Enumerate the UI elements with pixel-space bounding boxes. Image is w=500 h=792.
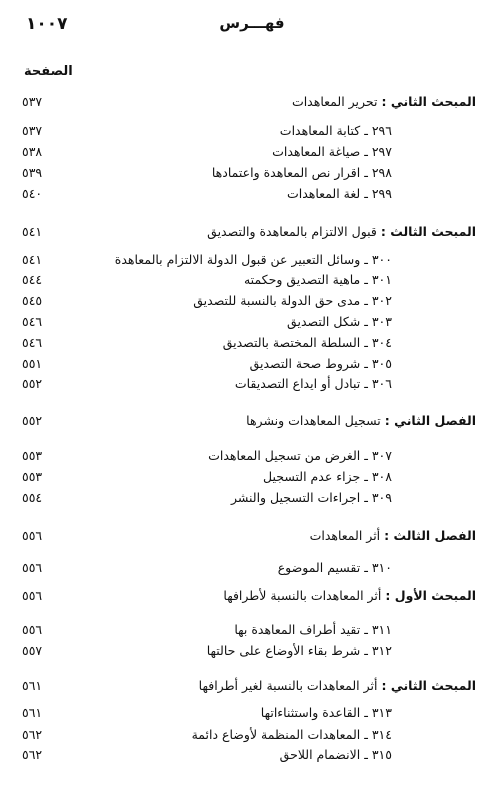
entry-title: ٣٠٧ ـ الغرض من تسجيل المعاهدات [208,448,392,463]
entry-title: ٣٠١ ـ ماهية التصديق وحكمته [243,272,392,287]
entry-page-number: ٥٦٢ [22,727,43,742]
index-entry-row [22,142,476,162]
entry-page-number: ٥٥٣ [22,469,43,484]
page-header [26,14,478,42]
index-entry-row [22,558,476,578]
index-entry-row [22,745,476,765]
index-entry-row [22,354,476,374]
index-entry-row [22,184,476,204]
index-entry-row [22,703,476,723]
entry-page-number: ٥٥٦ [22,528,43,543]
entry-title [310,526,476,546]
section-label: المبحث الثالث : [380,224,476,239]
entry-title: ٣٠٥ ـ شروط صحة التصديق [249,356,392,371]
entry-title: ٢٩٨ ـ اقرار نص المعاهدة واعتمادها [211,165,392,180]
page-number: ١٠٠٧ [26,14,68,34]
section-label: المبحث الثاني : [381,678,476,693]
entry-page-number: ٥٥٣ [22,448,43,463]
section-heading-row [22,411,476,431]
section-label: الفصل الثاني : [384,413,476,428]
entry-page-number: ٥٤٠ [22,186,43,201]
entry-page-number: ٥٥٤ [22,490,43,505]
index-entry-row [22,488,476,508]
index-entry-row [22,250,476,270]
entry-title [292,92,476,112]
section-title: أثر المعاهدات بالنسبة لأطرافها [223,588,382,603]
index-entry-row [22,374,476,394]
entry-page-number: ٥٥٦ [22,588,43,603]
entry-title: ٣٠٦ ـ تبادل أو ايداع التصديقات [234,376,392,391]
entry-page-number: ٥٤٥ [22,293,43,308]
section-label: المبحث الأول : [385,588,476,603]
entry-title: ٣٠٣ ـ شكل التصديق [287,314,392,329]
section-heading-row [22,586,476,606]
section-label: الفصل الثالث : [384,528,476,543]
entry-title [246,411,476,431]
index-entry-row [22,446,476,466]
entry-page-number: ٥٥١ [22,356,43,371]
entry-page-number: ٥٥٦ [22,560,43,575]
entry-title: ٣٠٩ ـ اجراءات التسجيل والنشر [230,490,392,505]
entry-page-number: ٥٤٤ [22,272,43,287]
entry-title: ٢٩٩ ـ لغة المعاهدات [286,186,392,201]
entry-page-number: ٥٥٦ [22,622,43,637]
section-title: قبول الالتزام بالمعاهدة والتصديق [207,224,377,239]
section-heading-row [22,676,476,696]
entry-title: ٣١١ ـ تقيد أطراف المعاهدة بها [234,622,392,637]
entry-title: ٣١٣ ـ القاعدة واستثناءاتها [260,705,392,720]
section-label: المبحث الثاني : [381,94,476,109]
entry-page-number: ٥٤١ [22,252,43,267]
section-title: أثر المعاهدات بالنسبة لغير أطرافها [198,678,378,693]
section-heading-row [22,526,476,546]
entry-title: ٣١٢ ـ شرط بقاء الأوضاع على حالتها [206,643,392,658]
entry-title [199,676,476,696]
entry-title: ٣١٠ ـ تقسيم الموضوع [277,560,392,575]
entry-page-number: ٥٦٢ [22,747,43,762]
entry-page-number: ٥٣٩ [22,165,43,180]
index-entry-row [22,312,476,332]
section-heading-row [22,92,476,112]
entry-page-number: ٥٥٢ [22,413,43,428]
entry-page-number: ٥٥٧ [22,643,43,658]
index-entry-row [22,163,476,183]
index-entry-row [22,641,476,661]
page-title: فهـــرس [219,14,285,32]
entry-page-number: ٥٣٧ [22,123,43,138]
entry-title: ٣٠٤ ـ السلطة المختصة بالتصديق [222,335,392,350]
index-entry-row [22,270,476,290]
index-entry-row [22,121,476,141]
section-heading-row [22,222,476,242]
entry-page-number: ٥٦١ [22,678,43,693]
entry-title: ٣٠٢ ـ مدى حق الدولة بالنسبة للتصديق [193,293,392,308]
entry-title [223,586,476,606]
index-entry-row [22,620,476,640]
entry-page-number: ٥٥٢ [22,376,43,391]
index-entry-row [22,333,476,353]
entry-title: ٣٠٠ ـ وسائل التعبير عن قبول الدولة الالتزام بالمعاهدة [114,252,392,267]
index-entry-row [22,291,476,311]
entry-title: ٣١٥ ـ الانضمام اللاحق [279,747,392,762]
entry-title: ٢٩٦ ـ كتابة المعاهدات [279,123,392,138]
entry-title: ٣١٤ ـ المعاهدات المنظمة لأوضاع دائمة [191,727,392,742]
entry-page-number: ٥٤١ [22,224,43,239]
entry-page-number: ٥٣٧ [22,94,43,109]
entry-page-number: ٥٣٨ [22,144,43,159]
page-column-heading: الصفحة [24,64,73,79]
section-title: أثر المعاهدات [309,528,381,543]
entry-page-number: ٥٦١ [22,705,43,720]
entry-page-number: ٥٤٦ [22,314,43,329]
entry-title: ٢٩٧ ـ صياغة المعاهدات [272,144,392,159]
index-entry-row [22,725,476,745]
entry-page-number: ٥٤٦ [22,335,43,350]
section-title: تحرير المعاهدات [291,94,378,109]
entry-title: ٣٠٨ ـ جزاء عدم التسجيل [263,469,392,484]
index-entry-row [22,467,476,487]
entry-title [207,222,476,242]
section-title: تسجيل المعاهدات ونشرها [246,413,381,428]
